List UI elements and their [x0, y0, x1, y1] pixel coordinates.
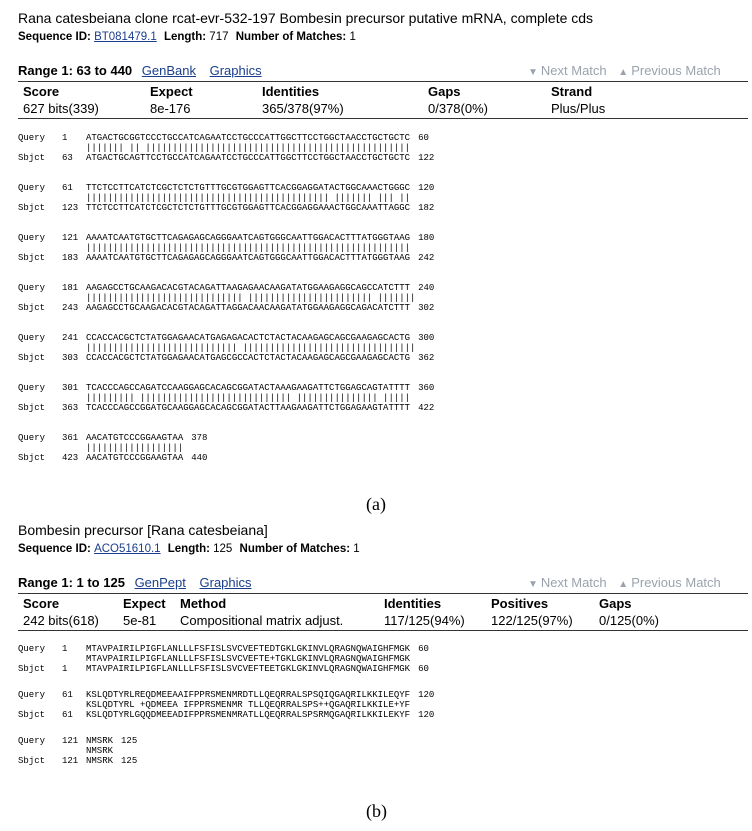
query-start: 1 — [62, 644, 68, 654]
sbjct-sequence: TTCTCCTTCATCTCGCTCTCTGTTTGCGTGGAGTTCACGGAGGAAACTGGCAAATTAGGC — [86, 203, 411, 213]
sbjct-end: 120 — [418, 710, 435, 720]
match-row — [18, 443, 434, 453]
sbjct-label: Sbjct — [18, 664, 46, 674]
query-sequence: TCACCCAGCCAGATCCAAGGAGCACAGCGGATACTAAAGAAGATTCTGGAGCAGTATTTT — [86, 383, 411, 393]
sbjct-row — [18, 203, 434, 213]
alignment-block — [18, 183, 434, 213]
sbjct-label: Sbjct — [18, 403, 46, 413]
match-line: ||||||||| |||||||||||||||||||||||||||| ||||||||||||||| ||||| — [86, 393, 411, 403]
sbjct-end: 125 — [121, 756, 138, 766]
query-start: 361 — [62, 433, 79, 443]
query-sequence: KSLQDTYRLREQDMEEAAIFPPRSMENMRDTLLQEQRRALSPSQIQGAQRILKKILEQYF — [86, 690, 411, 700]
query-row — [18, 133, 434, 143]
previous-match-button[interactable]: ▲ Previous Match — [618, 575, 721, 590]
match-line: NMSRK — [86, 746, 114, 756]
match-line: ||||||||||||||||||||||||||||| ||||||||||||||||||||||| ||||||| — [86, 293, 416, 303]
query-end: 360 — [418, 383, 435, 393]
header-score: Score — [23, 596, 60, 611]
sbjct-sequence: KSLQDTYRLGQQDMEEADIFPPRSMENMRATLLQEQRRALSPSRMQGAQRILKKILEKYF — [86, 710, 411, 720]
triangle-down-icon: ▼ — [528, 579, 538, 590]
sbjct-start: 63 — [62, 153, 73, 163]
query-end: 300 — [418, 333, 435, 343]
next-match-button[interactable]: ▼ Next Match — [528, 575, 607, 590]
sbjct-end: 302 — [418, 303, 435, 313]
sbjct-start: 243 — [62, 303, 79, 313]
graphics-link[interactable]: Graphics — [209, 63, 262, 78]
alignment-block — [18, 333, 434, 363]
triangle-up-icon: ▲ — [618, 579, 629, 590]
sbjct-label: Sbjct — [18, 353, 46, 363]
protein-alignment — [18, 644, 434, 782]
nucleotide-alignment — [18, 133, 434, 483]
query-row — [18, 183, 434, 193]
sbjct-end: 60 — [418, 664, 429, 674]
sbjct-start: 1 — [62, 664, 68, 674]
triangle-down-icon: ▼ — [528, 67, 538, 78]
panel-a-meta: Sequence ID: BT081479.1 Length: 717 Number of Matches: 1 — [18, 31, 356, 43]
graphics-link[interactable]: Graphics — [199, 575, 252, 590]
match-row — [18, 654, 434, 664]
divider — [18, 630, 748, 631]
query-end: 240 — [418, 283, 435, 293]
match-row — [18, 746, 434, 756]
match-row — [18, 193, 434, 203]
query-row — [18, 383, 434, 393]
query-start: 241 — [62, 333, 79, 343]
query-start: 61 — [62, 690, 73, 700]
match-row — [18, 243, 434, 253]
query-label: Query — [18, 383, 46, 393]
sequence-id-link[interactable]: ACO51610.1 — [94, 543, 161, 555]
sbjct-row — [18, 353, 434, 363]
query-label: Query — [18, 433, 46, 443]
match-row — [18, 700, 434, 710]
header-positives: Positives — [491, 596, 549, 611]
query-sequence: CCACCACGCTCTATGGAGAACATGAGAGACACTCTACTACAAGAGCAGCGAAGAGCACTG — [86, 333, 411, 343]
panel-b-label: (b) — [366, 801, 387, 821]
match-row — [18, 343, 434, 353]
query-sequence: ATGACTGCGGTCCCTGCCATCAGAATCCTGCCCATTGGCTTCCTGGCTAACCTGCTGCTC — [86, 133, 411, 143]
sbjct-end: 182 — [418, 203, 435, 213]
value-expect: 5e-81 — [123, 613, 157, 628]
sbjct-row — [18, 153, 434, 163]
match-line: |||||||||||||||||||||||||||| |||||||||||||||||||||||||||||||| — [86, 343, 416, 353]
sequence-id-link[interactable]: BT081479.1 — [94, 31, 157, 43]
previous-match-button[interactable]: ▲ Previous Match — [618, 63, 721, 78]
sbjct-label: Sbjct — [18, 303, 46, 313]
divider — [18, 118, 748, 119]
next-match-button[interactable]: ▼ Next Match — [528, 63, 607, 78]
sbjct-row — [18, 756, 434, 766]
header-identities: Identities — [384, 596, 442, 611]
query-label: Query — [18, 233, 46, 243]
query-sequence: TTCTCCTTCATCTCGCTCTCTGTTTGCGTGGAGTTCACGGAGGATACTGGCAAACTGGGC — [86, 183, 411, 193]
panel-a-match-nav — [528, 63, 721, 78]
triangle-up-icon: ▲ — [618, 67, 629, 78]
query-start: 121 — [62, 233, 79, 243]
value-score: 627 bits(339) — [23, 101, 99, 116]
alignment-block — [18, 283, 434, 313]
match-row — [18, 293, 434, 303]
header-expect: Expect — [150, 84, 193, 99]
panel-a-title: Rana catesbeiana clone rcat-evr-532-197 Bombesin precursor putative mRNA, complete cds — [18, 10, 594, 26]
alignment-block — [18, 690, 434, 720]
query-end: 378 — [191, 433, 208, 443]
value-positives: 122/125(97%) — [491, 613, 573, 628]
sbjct-sequence: AAAATCAATGTGCTTCAGAGAGCAGGGAATCAGTGGGCAATTGGACACTTTATGGGTAAG — [86, 253, 411, 263]
sbjct-row — [18, 664, 434, 674]
query-start: 1 — [62, 133, 68, 143]
alignment-block — [18, 133, 434, 163]
value-identities: 365/378(97%) — [262, 101, 344, 116]
sbjct-sequence: AACATGTCCCGGAAGTAA — [86, 453, 184, 463]
sbjct-row — [18, 453, 434, 463]
header-score: Score — [23, 84, 60, 99]
value-expect: 8e-176 — [150, 101, 191, 116]
query-end: 125 — [121, 736, 138, 746]
sbjct-sequence: MTAVPAIRILPIGFLANLLLFSFISLSVCVEFTEETGKLGKINVLQRAGNQWAIGHFMGK — [86, 664, 411, 674]
sbjct-start: 123 — [62, 203, 79, 213]
divider — [18, 81, 748, 82]
sbjct-start: 61 — [62, 710, 73, 720]
value-identities: 117/125(94%) — [384, 613, 465, 628]
match-line: ||||||||||||||||||||||||||||||||||||||||||||| ||||||| ||| || — [86, 193, 411, 203]
sbjct-start: 423 — [62, 453, 79, 463]
query-label: Query — [18, 333, 46, 343]
sbjct-end: 422 — [418, 403, 435, 413]
sbjct-start: 363 — [62, 403, 79, 413]
genpept-link[interactable]: GenPept — [134, 575, 186, 590]
value-gaps: 0/378(0%) — [428, 101, 488, 116]
alignment-block — [18, 433, 434, 463]
query-start: 301 — [62, 383, 79, 393]
sbjct-label: Sbjct — [18, 710, 46, 720]
sbjct-start: 303 — [62, 353, 79, 363]
query-end: 60 — [418, 133, 429, 143]
query-end: 120 — [418, 183, 435, 193]
sbjct-label: Sbjct — [18, 453, 46, 463]
query-row — [18, 736, 434, 746]
query-label: Query — [18, 644, 46, 654]
alignment-block — [18, 644, 434, 674]
query-row — [18, 433, 434, 443]
sbjct-sequence: CCACCACGCTCTATGGAGAACATGAGCGCCACTCTACTACAAGAGCAGCGAAGAGCACTG — [86, 353, 411, 363]
query-start: 121 — [62, 736, 79, 746]
query-sequence: AAAATCAATGTGCTTCAGAGAGCAGGGAATCAGTGGGCAATTGGACACTTTATGGGTAAG — [86, 233, 411, 243]
match-line: |||||||||||||||||||||||||||||||||||||||||||||||||||||||||||| — [86, 243, 411, 253]
sbjct-sequence: NMSRK — [86, 756, 114, 766]
query-end: 180 — [418, 233, 435, 243]
query-sequence: MTAVPAIRILPIGFLANLLLFSFISLSVCVEFTEDTGKLGKINVLQRAGNQWAIGHFMGK — [86, 644, 411, 654]
query-row — [18, 644, 434, 654]
sbjct-end: 440 — [191, 453, 208, 463]
sbjct-row — [18, 710, 434, 720]
sbjct-row — [18, 303, 434, 313]
alignment-block — [18, 736, 434, 766]
match-line: MTAVPAIRILPIGFLANLLLFSFISLSVCVEFTE+TGKLGKINVLQRAGNQWAIGHFMGK — [86, 654, 411, 664]
sbjct-end: 362 — [418, 353, 435, 363]
genbank-link[interactable]: GenBank — [141, 63, 196, 78]
match-line: ||||||| || ||||||||||||||||||||||||||||||||||||||||||||||||| — [86, 143, 411, 153]
sbjct-end: 242 — [418, 253, 435, 263]
query-row — [18, 283, 434, 293]
query-end: 60 — [418, 644, 429, 654]
query-start: 181 — [62, 283, 79, 293]
query-row — [18, 333, 434, 343]
value-score: 242 bits(618) — [23, 613, 99, 628]
query-end: 120 — [418, 690, 435, 700]
query-start: 61 — [62, 183, 73, 193]
sbjct-row — [18, 253, 434, 263]
sbjct-sequence: TCACCCAGCCGGATGCAAGGAGCACAGCGGATACTTAAGAAGATTCTGGAGAAGTATTTT — [86, 403, 411, 413]
divider — [18, 593, 748, 594]
panel-b-range: Range 1: 1 to 125 GenPept Graphics — [18, 575, 252, 590]
sbjct-row — [18, 403, 434, 413]
sbjct-label: Sbjct — [18, 253, 46, 263]
query-label: Query — [18, 183, 46, 193]
header-gaps: Gaps — [599, 596, 632, 611]
panel-b-match-nav — [528, 575, 721, 590]
query-label: Query — [18, 736, 46, 746]
value-method: Compositional matrix adjust. — [180, 613, 344, 628]
value-gaps: 0/125(0%) — [599, 613, 659, 628]
sbjct-label: Sbjct — [18, 203, 46, 213]
query-label: Query — [18, 133, 46, 143]
sbjct-label: Sbjct — [18, 756, 46, 766]
query-sequence: NMSRK — [86, 736, 114, 746]
panel-a-range: Range 1: 63 to 440 GenBank Graphics — [18, 63, 262, 78]
query-sequence: AAGAGCCTGCAAGACACGTACAGATTAAGAGAACAAGATATGGAAGAGGCAGCCATCTTT — [86, 283, 411, 293]
sbjct-end: 122 — [418, 153, 435, 163]
match-line: |||||||||||||||||| — [86, 443, 184, 453]
query-label: Query — [18, 690, 46, 700]
header-identities: Identities — [262, 84, 320, 99]
query-row — [18, 690, 434, 700]
sbjct-sequence: AAGAGCCTGCAAGACACGTACAGATTAGGACAACAAGATATGGAAGAGGCAGACATCTTT — [86, 303, 411, 313]
alignment-block — [18, 233, 434, 263]
header-strand: Strand — [551, 84, 593, 99]
sbjct-sequence: ATGACTGCAGTTCCTGCCATCAGAATCCTGCCCATTGGCTTCCTGGCTAACCTGCTGCTC — [86, 153, 411, 163]
query-label: Query — [18, 283, 46, 293]
match-row — [18, 393, 434, 403]
sbjct-start: 121 — [62, 756, 79, 766]
header-gaps: Gaps — [428, 84, 461, 99]
alignment-block — [18, 383, 434, 413]
query-sequence: AACATGTCCCGGAAGTAA — [86, 433, 184, 443]
match-line: KSLQDTYRL +QDMEEA IFPPRSMENMR TLLQEQRRALSPS++QGAQRILKKILE+YF — [86, 700, 411, 710]
header-method: Method — [180, 596, 227, 611]
panel-a-label: (a) — [366, 494, 386, 514]
sbjct-label: Sbjct — [18, 153, 46, 163]
panel-b-meta: Sequence ID: ACO51610.1 Length: 125 Number of Matches: 1 — [18, 543, 360, 555]
query-row — [18, 233, 434, 243]
panel-b-title: Bombesin precursor [Rana catesbeiana] — [18, 522, 268, 538]
match-row — [18, 143, 434, 153]
value-strand: Plus/Plus — [551, 101, 606, 116]
sbjct-start: 183 — [62, 253, 79, 263]
header-expect: Expect — [123, 596, 166, 611]
